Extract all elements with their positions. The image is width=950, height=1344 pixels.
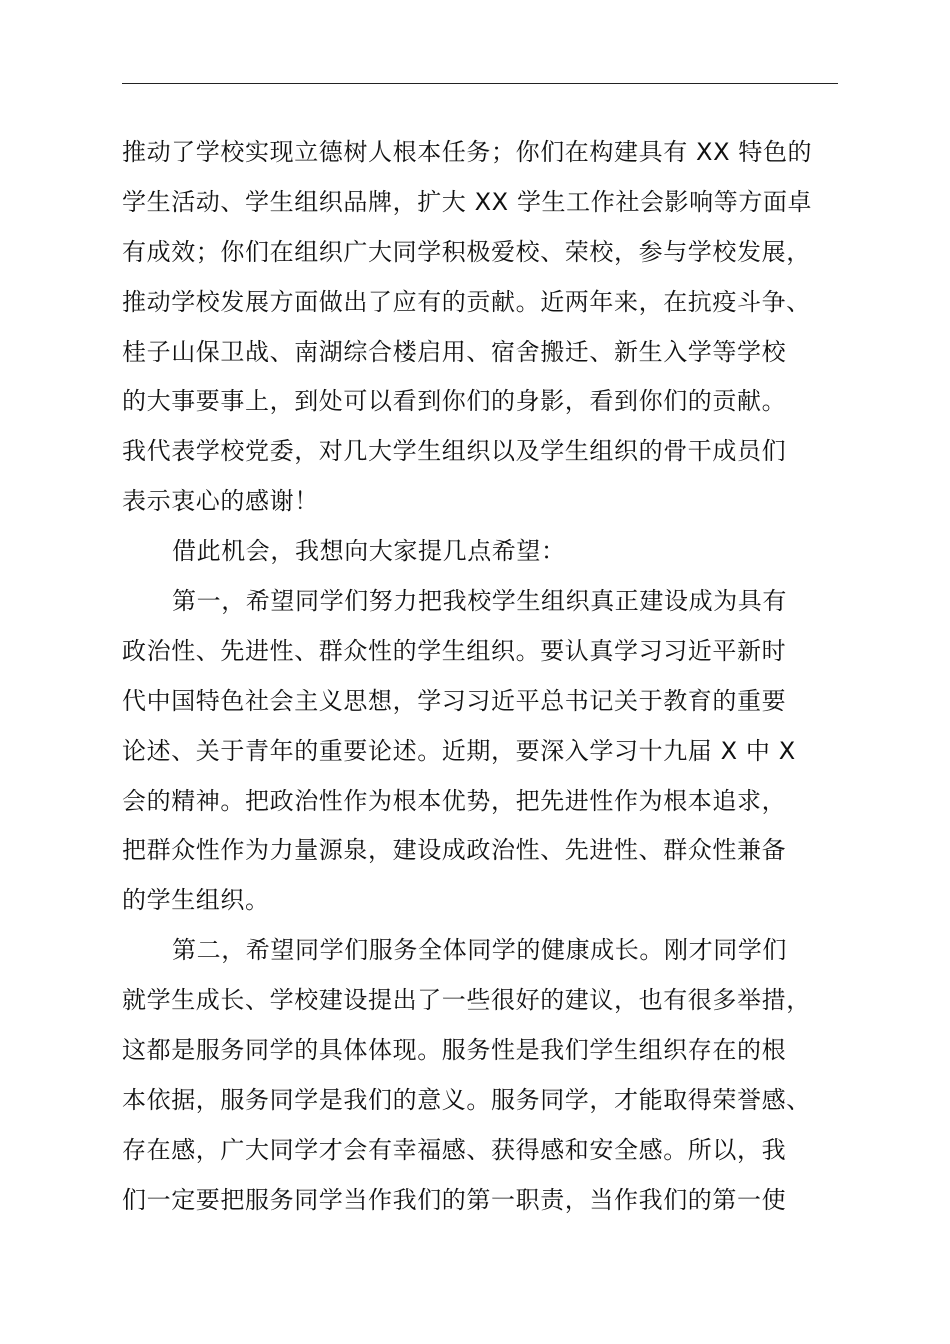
- text-line-14: 会的精神。把政治性作为根本优势，把先进性作为根本追求，: [122, 786, 787, 815]
- text-line-21: 存在感，广大同学才会有幸福感、获得感和安全感。所以，我: [122, 1135, 787, 1164]
- paragraph-start-hopes: 借此机会，我想向大家提几点希望：: [172, 537, 566, 566]
- paragraph-start-first: 第一，希望同学们努力把我校学生组织真正建设成为具有: [172, 587, 787, 616]
- text-line-16: 的学生组织。: [122, 886, 270, 915]
- paragraph-start-second: 第二，希望同学们服务全体同学的健康成长。刚才同学们: [172, 936, 787, 965]
- text-line-13: 论述、关于青年的重要论述。近期，要深入学习十九届 X 中 X: [122, 736, 796, 765]
- text-line-7: 我代表学校党委，对几大学生组织以及学生组织的骨干成员们: [122, 437, 787, 466]
- text-line-6: 的大事要事上，到处可以看到你们的身影，看到你们的贡献。: [122, 387, 787, 416]
- text-line-15: 把群众性作为力量源泉，建设成政治性、先进性、群众性兼备: [122, 836, 787, 865]
- header-rule: [122, 83, 838, 84]
- text-line-20: 本依据，服务同学是我们的意义。服务同学，才能取得荣誉感、: [122, 1085, 811, 1114]
- text-line-4: 推动学校发展方面做出了应有的贡献。近两年来，在抗疫斗争、: [122, 287, 811, 316]
- text-line-1: 推动了学校实现立德树人根本任务；你们在构建具有 XX 特色的: [122, 138, 813, 166]
- text-line-8: 表示衷心的感谢！: [122, 487, 319, 516]
- text-line-12: 代中国特色社会主义思想，学习习近平总书记关于教育的重要: [122, 686, 787, 715]
- text-line-2: 学生活动、学生组织品牌，扩大 XX 学生工作社会影响等方面卓: [122, 187, 813, 216]
- text-line-19: 这都是服务同学的具体体现。服务性是我们学生组织存在的根: [122, 1036, 787, 1065]
- text-line-3: 有成效；你们在组织广大同学积极爱校、荣校，参与学校发展，: [122, 237, 811, 266]
- text-line-18: 就学生成长、学校建设提出了一些很好的建议，也有很多举措，: [122, 986, 811, 1015]
- text-line-5: 桂子山保卫战、南湖综合楼启用、宿舍搬迁、新生入学等学校: [122, 337, 787, 366]
- text-line-11: 政治性、先进性、群众性的学生组织。要认真学习习近平新时: [122, 636, 787, 665]
- text-line-22: 们一定要把服务同学当作我们的第一职责，当作我们的第一使: [122, 1185, 787, 1214]
- document-body: [122, 128, 862, 1226]
